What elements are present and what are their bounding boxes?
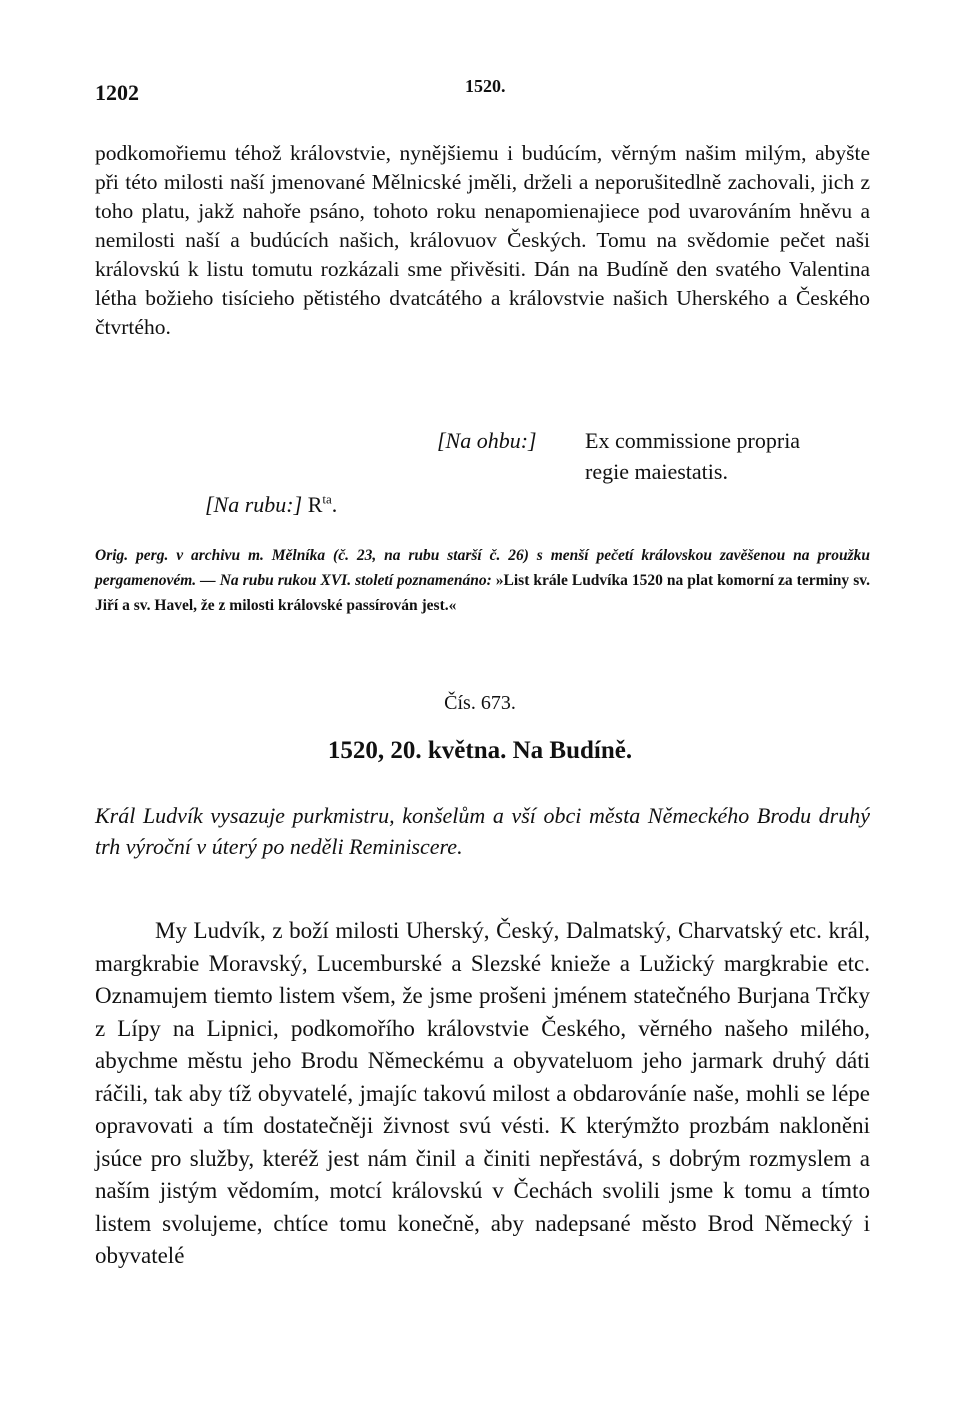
running-year: 1520. [465,76,506,96]
archival-note-italic: Orig. perg. v archivu m. Mělníka (č. 23, na rubu starší č. 26) s menší pečetí královskou zavěšenou na proužku pergamenovém. — Na rubu rukou XVI. století poznamenáno: [95,547,870,589]
archival-note-quote: »List krále Ludvíka 1520 na plat komorní za terminy sv. Jiří a sv. Havel, že z milosti královské passírován jest.« [95,572,870,614]
page-number: 1202 [95,80,139,105]
charter-body-paragraph [95,915,870,1273]
ohbu-label: [Na ohbu:] [437,428,537,453]
document-number: Čís. 673. [444,692,516,714]
rubu-period: . [331,492,338,517]
ohbu-text-line-2: regie maiestatis. [585,459,728,484]
page-header [95,76,865,110]
rubu-label: [Na rubu:] [205,492,303,517]
charter-body-text: My Ludvík, z boží milosti Uherský, Český, Dalmatský, Charvatský etc. král, margkrabie Moravský, Lucemburské a Slezské knieže a Lužický margkrabie etc. Oznamujem tiemto listem všem, že jsme prošeni jménem statečného Burjana Trčky z Lípy na Lipnici, podkomořího královstvie Českého, věrného našeho milého, abychme městu jeho Brodu Německému a obyvateluom jeho jarmark druhý dáti ráčili, tak aby tíž obyvatelé, jmajíc takovú milost a obdarováníe naše, mohli se lépe opravovati a tím dostatečněji živnost svú vésti. K kterýmžto prozbám nakloněni jsúce pro služby, kteréž jest nám činil a činiti nepřestává, s dobrým rozmyslem a naším jistým vědomím, motcí královskú v Čechách svolili jsme k tomu a tímto listem svolujeme, chtíce tomu konečně, aby nadepsané město Brod Německý i obyvatelé [95,918,870,1268]
archival-note [95,543,870,618]
ohbu-text-line-1: Ex commissione propria [585,428,801,453]
charter-continuation-paragraph: podkomořiemu téhož královstvie, nynějšiemu i budúcím, věrným našim milým, abyšte při této milosti naší jmenované Mělnicské jměli, drželi a neporušitedlně zachovali, jich z toho platu, jakž nahoře psáno, tohoto roku nenapomienajiece pod uvarováním hněvu a nemilosti naší a budúcích našich, královuov Českých. Tomu na svědomie pečet naši královskú k listu tomutu rozkázali sme přivěsiti. Dán na Budíně den svatého Valentina létha božieho tisícieho pětistého dvatcátého a královstvie našich Uherského a Českého čtvrtého. [95,141,870,339]
rubu-endorsement [205,492,337,518]
document-regest: Král Ludvík vysazuje purkmistru, konšelům a vší obci města Německého Brodu druhý trh výroční v úterý po neděli Reminiscere. [95,803,870,859]
rubu-superscript: ta [322,491,332,507]
document-date-heading: 1520, 20. května. Na Budíně. [327,737,633,764]
rubu-text: R [307,492,323,517]
